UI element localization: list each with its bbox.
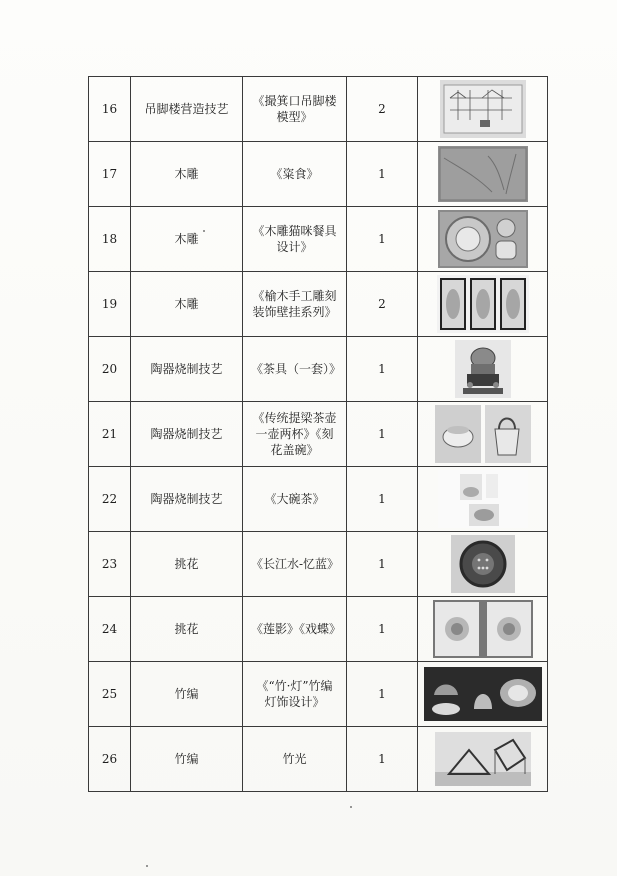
work-title: 《长江水-忆蓝》: [251, 557, 340, 571]
table-row: [89, 77, 548, 142]
quantity-cell: 1: [347, 337, 418, 402]
work-title-cell: [243, 727, 347, 792]
scan-speck: [350, 806, 352, 808]
work-title: 《大碗茶》: [264, 492, 325, 506]
row-number-cell: 22: [89, 467, 131, 532]
work-title-cell: [243, 142, 347, 207]
bamboo-lamps-photo: [418, 667, 547, 721]
carved-wood-tableware-photo: [418, 210, 547, 268]
work-title: 《传统提梁茶壶一壶两杯》《刻花盖碗》: [252, 411, 337, 457]
table-row: [89, 662, 548, 727]
work-title: 《木雕猫咪餐具设计》: [252, 224, 337, 254]
row-number-cell: 16: [89, 77, 131, 142]
quantity-cell: 2: [347, 77, 418, 142]
category-cell: 木雕: [131, 142, 243, 207]
work-title: 竹光: [282, 752, 307, 766]
photo-cell: [418, 272, 548, 337]
wooden-house-model-drawing-photo: [418, 80, 547, 138]
photo-cell: [418, 532, 548, 597]
work-title-cell: [243, 337, 347, 402]
table-row: [89, 337, 548, 402]
table-row: [89, 207, 548, 272]
quantity-cell: 1: [347, 467, 418, 532]
category-cell: 木雕: [131, 207, 243, 272]
table-row: [89, 272, 548, 337]
photo-cell: [418, 142, 548, 207]
photo-cell: [418, 337, 548, 402]
work-title: 《榆木手工雕刻装饰壁挂系列》: [252, 289, 337, 319]
category-cell: 木雕: [131, 272, 243, 337]
category-cell: 吊脚楼营造技艺: [131, 77, 243, 142]
quantity-cell: 2: [347, 272, 418, 337]
category-cell: 挑花: [131, 532, 243, 597]
quantity-cell: 1: [347, 142, 418, 207]
work-title-cell: [243, 597, 347, 662]
table-row: [89, 727, 548, 792]
quantity-cell: 1: [347, 402, 418, 467]
photo-cell: [418, 467, 548, 532]
row-number-cell: 21: [89, 402, 131, 467]
framed-wall-carvings-photo: [418, 275, 547, 333]
photo-cell: [418, 597, 548, 662]
scan-speck: [203, 230, 205, 232]
photo-cell: [418, 662, 548, 727]
teapot-and-bowl-photo: [418, 405, 547, 463]
embroidered-hoop-photo: [418, 535, 547, 593]
work-title: 《粢食》: [270, 167, 319, 181]
work-title-cell: [243, 662, 347, 727]
row-number-cell: 20: [89, 337, 131, 402]
photo-cell: [418, 207, 548, 272]
row-number-cell: 18: [89, 207, 131, 272]
work-title: 《“竹·灯”竹编灯饰设计》: [256, 679, 333, 709]
work-title-cell: [243, 467, 347, 532]
quantity-cell: 1: [347, 597, 418, 662]
ceramic-tea-set-photo: [418, 340, 547, 398]
carved-wood-board-photo: [418, 146, 547, 202]
category-cell: 陶器烧制技艺: [131, 467, 243, 532]
quantity-cell: 1: [347, 727, 418, 792]
row-number-cell: 23: [89, 532, 131, 597]
quantity-cell: 1: [347, 532, 418, 597]
quantity-cell: 1: [347, 207, 418, 272]
row-number-cell: 19: [89, 272, 131, 337]
quantity-cell: 1: [347, 662, 418, 727]
embroidered-panels-photo: [418, 600, 547, 658]
work-title: 《茶具（一套）》: [251, 362, 342, 376]
row-number-cell: 26: [89, 727, 131, 792]
table-row: [89, 597, 548, 662]
table-row: [89, 532, 548, 597]
category-cell: 陶器烧制技艺: [131, 402, 243, 467]
row-number-cell: 24: [89, 597, 131, 662]
scan-speck: [146, 865, 148, 867]
work-title-cell: [243, 402, 347, 467]
table-row: [89, 467, 548, 532]
row-number-cell: 25: [89, 662, 131, 727]
work-title: 《撮箕口吊脚楼模型》: [252, 94, 337, 124]
category-cell: 陶器烧制技艺: [131, 337, 243, 402]
photo-cell: [418, 727, 548, 792]
work-title: 《莲影》《戏蝶》: [251, 622, 342, 636]
tea-bowls-photo: [418, 470, 547, 528]
photo-cell: [418, 402, 548, 467]
photo-cell: [418, 77, 548, 142]
works-table: [88, 76, 548, 792]
work-title-cell: [243, 207, 347, 272]
bamboo-light-frames-photo: [418, 732, 547, 786]
work-title-cell: [243, 532, 347, 597]
category-cell: 竹编: [131, 662, 243, 727]
work-title-cell: [243, 272, 347, 337]
table-row: [89, 402, 548, 467]
category-cell: 竹编: [131, 727, 243, 792]
category-cell: 挑花: [131, 597, 243, 662]
table-row: [89, 142, 548, 207]
row-number-cell: 17: [89, 142, 131, 207]
work-title-cell: [243, 77, 347, 142]
